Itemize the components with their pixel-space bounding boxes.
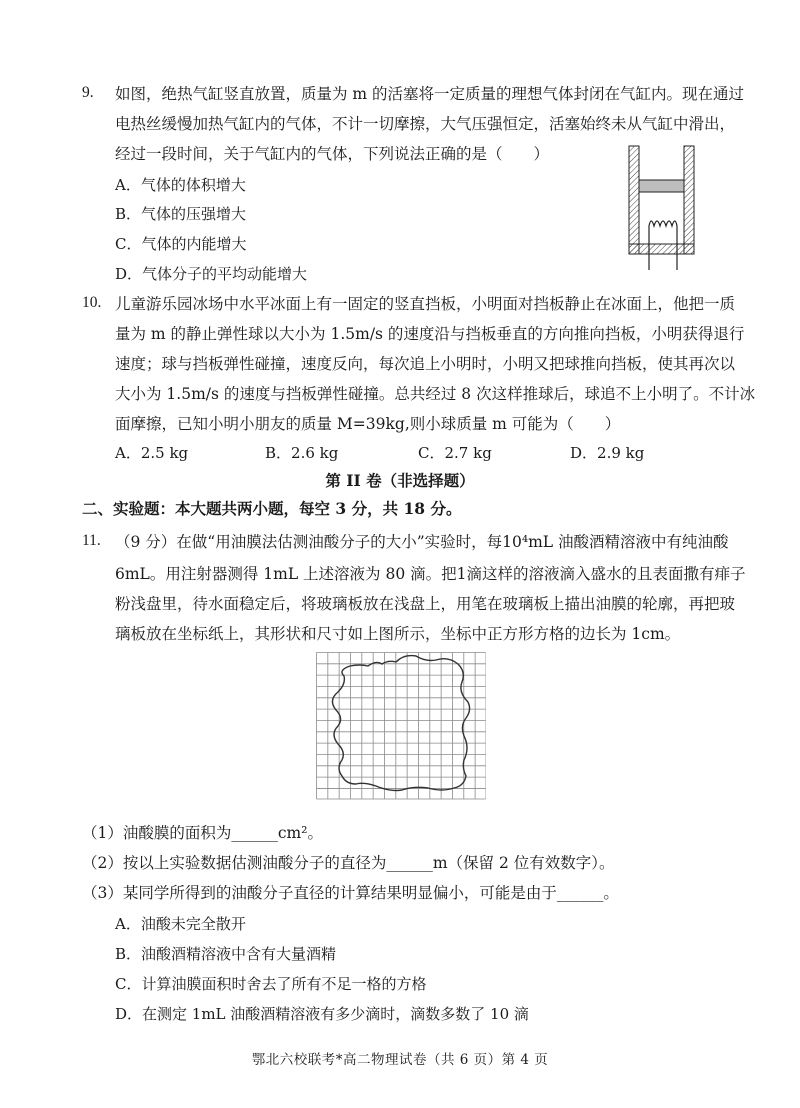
q9-stem-line: 如图，绝热气缸竖直放置，质量为 m 的活塞将一定质量的理想气体封闭在气缸内。现在通过 (115, 85, 745, 103)
q10-option-c: C．2.7 kg (418, 444, 492, 462)
q11-option-c: C．计算油膜面积时舍去了所有不足一格的方格 (115, 975, 427, 993)
q9-stem-line: 电热丝缓慢加热气缸内的气体，不计一切摩擦，大气压强恒定，活塞始终未从气缸中滑出， (115, 115, 736, 133)
q11-sub3: （3）某同学所得到的油酸分子直径的计算结果明显偏小，可能是由于______。 (82, 884, 619, 902)
cylinder-diagram (625, 144, 700, 272)
q10-stem-line: 面摩擦，已知小明小朋友的质量 M=39kg,则小球质量 m 可能为（ ） (115, 415, 621, 433)
q11-option-a: A．油酸未完全散开 (115, 915, 246, 933)
q9-option-b: B．气体的压强增大 (115, 205, 247, 223)
q11-option-b: B．油酸酒精溶液中含有大量酒精 (115, 945, 337, 963)
page-footer: 鄂北六校联考*高二物理试卷（共 6 页）第 4 页 (251, 1052, 549, 1068)
oil-film-grid-figure (316, 652, 486, 804)
q10-stem-line: 大小为 1.5m/s 的速度与挡板弹性碰撞。总共经过 8 次这样推球后，球追不上小明了。不计冰 (115, 385, 756, 403)
q11-sub1: （1）油酸膜的面积为______cm²。 (82, 824, 323, 842)
q9-option-c: C．气体的内能增大 (115, 235, 247, 253)
q9-option-d: D．气体分子的平均动能增大 (115, 265, 308, 283)
q11-number: 11. (82, 532, 101, 549)
q9-stem-line: 经过一段时间，关于气缸内的气体，下列说法正确的是（ ） (115, 145, 550, 163)
q10-stem-line: 儿童游乐园冰场中水平冰面上有一固定的竖直挡板，小明面对挡板静止在冰面上，他把一质 (115, 295, 736, 313)
q11-stem-line: 6mL。用注射器测得 1mL 上述溶液为 80 滴。把1滴这样的溶液滴入盛水的且表面撒有痱子 (115, 565, 746, 583)
part2-heading: 二、实验题：本大题共两小题，每空 3 分，共 18 分。 (82, 499, 462, 518)
q10-option-d: D．2.9 kg (570, 444, 645, 462)
q11-stem-line: （9 分）在做“用油膜法估测油酸分子的大小”实验时，每10⁴mL 油酸酒精溶液中有纯油酸 (115, 533, 729, 551)
q11-stem-line: 粉浅盘里，待水面稳定后，将玻璃板放在浅盘上，用笔在玻璃板上描出油膜的轮廓，再把玻 (115, 595, 736, 613)
q11-sub2: （2）按以上实验数据估测油酸分子的直径为______m（保留 2 位有效数字）。 (82, 854, 615, 872)
q9-number: 9. (82, 84, 94, 101)
q11-stem-line: 璃板放在坐标纸上，其形状和尺寸如上图所示，坐标中正方形方格的边长为 1cm。 (115, 625, 681, 643)
section-title: 第 II 卷（非选择题） (325, 471, 475, 490)
q9-option-a: A．气体的体积增大 (115, 176, 246, 194)
q10-option-b: B．2.6 kg (265, 444, 339, 462)
q10-stem-line: 量为 m 的静止弹性球以大小为 1.5m/s 的速度沿与挡板垂直的方向推向挡板，小明获得退行 (115, 325, 745, 343)
q10-option-a: A．2.5 kg (115, 444, 189, 462)
q11-option-d: D．在测定 1mL 油酸酒精溶液有多少滴时，滴数多数了 10 滴 (115, 1005, 529, 1023)
oil-film-outline (332, 656, 469, 791)
q10-stem-line: 速度；球与挡板弹性碰撞，速度反向，每次追上小明时，小明又把球推向挡板，使其再次以 (115, 355, 736, 373)
q10-number: 10. (82, 294, 102, 311)
